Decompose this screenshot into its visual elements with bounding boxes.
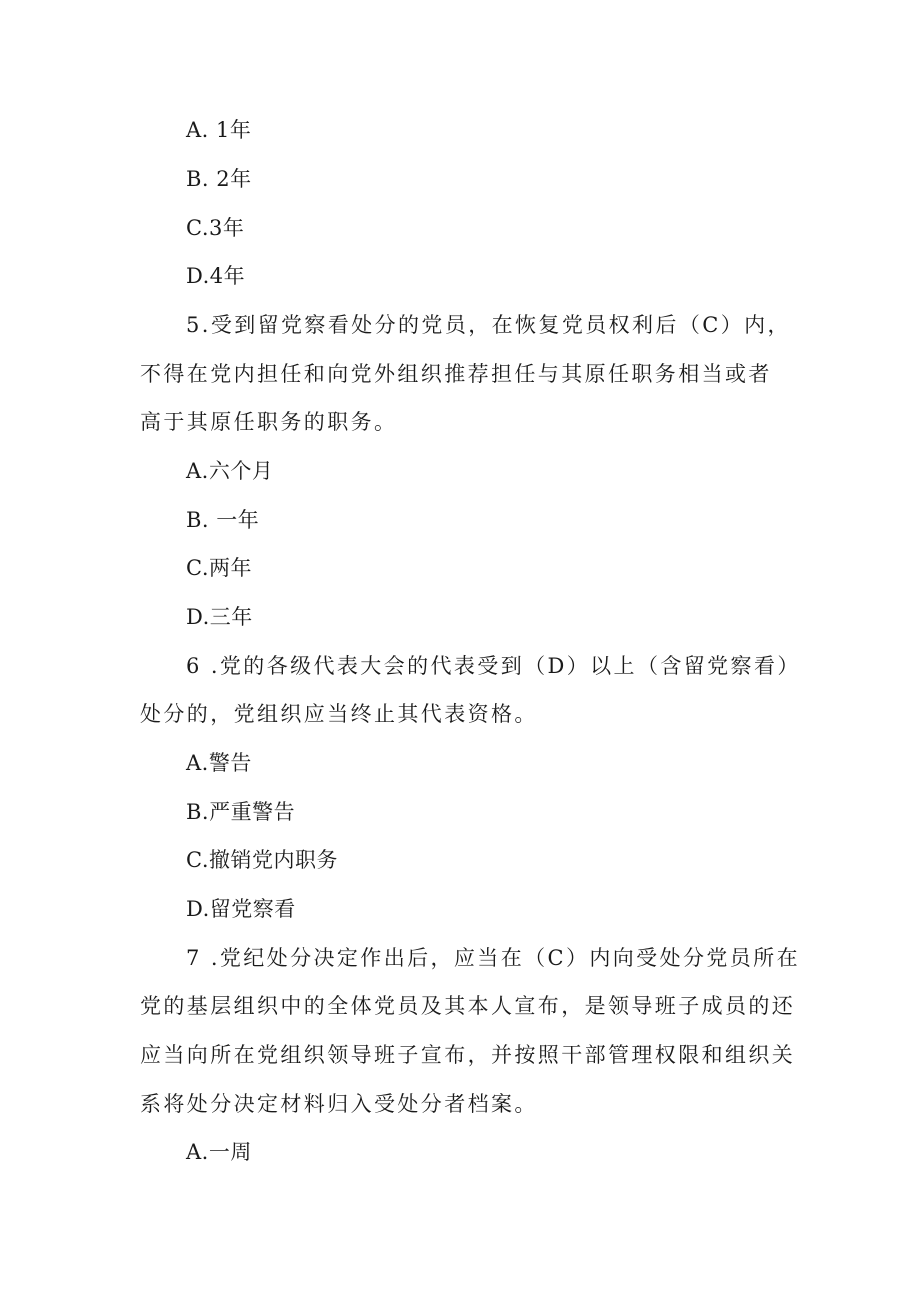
q7-stem-line-3: 应当向所在党组织领导班子宣布，并按照干部管理权限和组织关: [140, 1043, 796, 1067]
q4-option-d: D.4年: [186, 264, 246, 288]
q5-option-c: C.两年: [186, 556, 252, 580]
q7-stem-line-2: 党的基层组织中的全体党员及其本人宣布，是领导班子成员的还: [140, 994, 796, 1018]
q5-option-d: D.三年: [186, 605, 253, 629]
q6-option-c: C.撤销党内职务: [186, 848, 338, 872]
q4-option-a: A. 1年: [186, 118, 252, 142]
q5-stem-line-3: 高于其原任职务的职务。: [140, 410, 398, 434]
q5-option-a: A.六个月: [186, 459, 274, 483]
q6-stem-line-1: 6 .党的各级代表大会的代表受到（D）以上（含留党察看）: [186, 654, 801, 678]
q5-option-b: B. 一年: [186, 508, 260, 532]
q6-option-b: B.严重警告: [186, 800, 296, 824]
q6-stem-line-2: 处分的，党组织应当终止其代表资格。: [140, 702, 538, 726]
q7-stem-line-1: 7 .党纪处分决定作出后，应当在（C）内向受处分党员所在: [186, 946, 800, 970]
q6-option-a: A.警告: [186, 751, 252, 775]
q4-option-b: B. 2年: [186, 167, 252, 191]
q6-option-d: D.留党察看: [186, 897, 296, 921]
q7-stem-line-4: 系将处分决定材料归入受处分者档案。: [140, 1092, 538, 1116]
q5-stem-line-2: 不得在党内担任和向党外组织推荐担任与其原任职务相当或者: [140, 362, 772, 386]
q7-option-a: A.一周: [186, 1140, 252, 1164]
q4-option-c: C.3年: [186, 216, 245, 240]
q5-stem-line-1: 5.受到留党察看处分的党员，在恢复党员权利后（C）内，: [186, 313, 791, 337]
